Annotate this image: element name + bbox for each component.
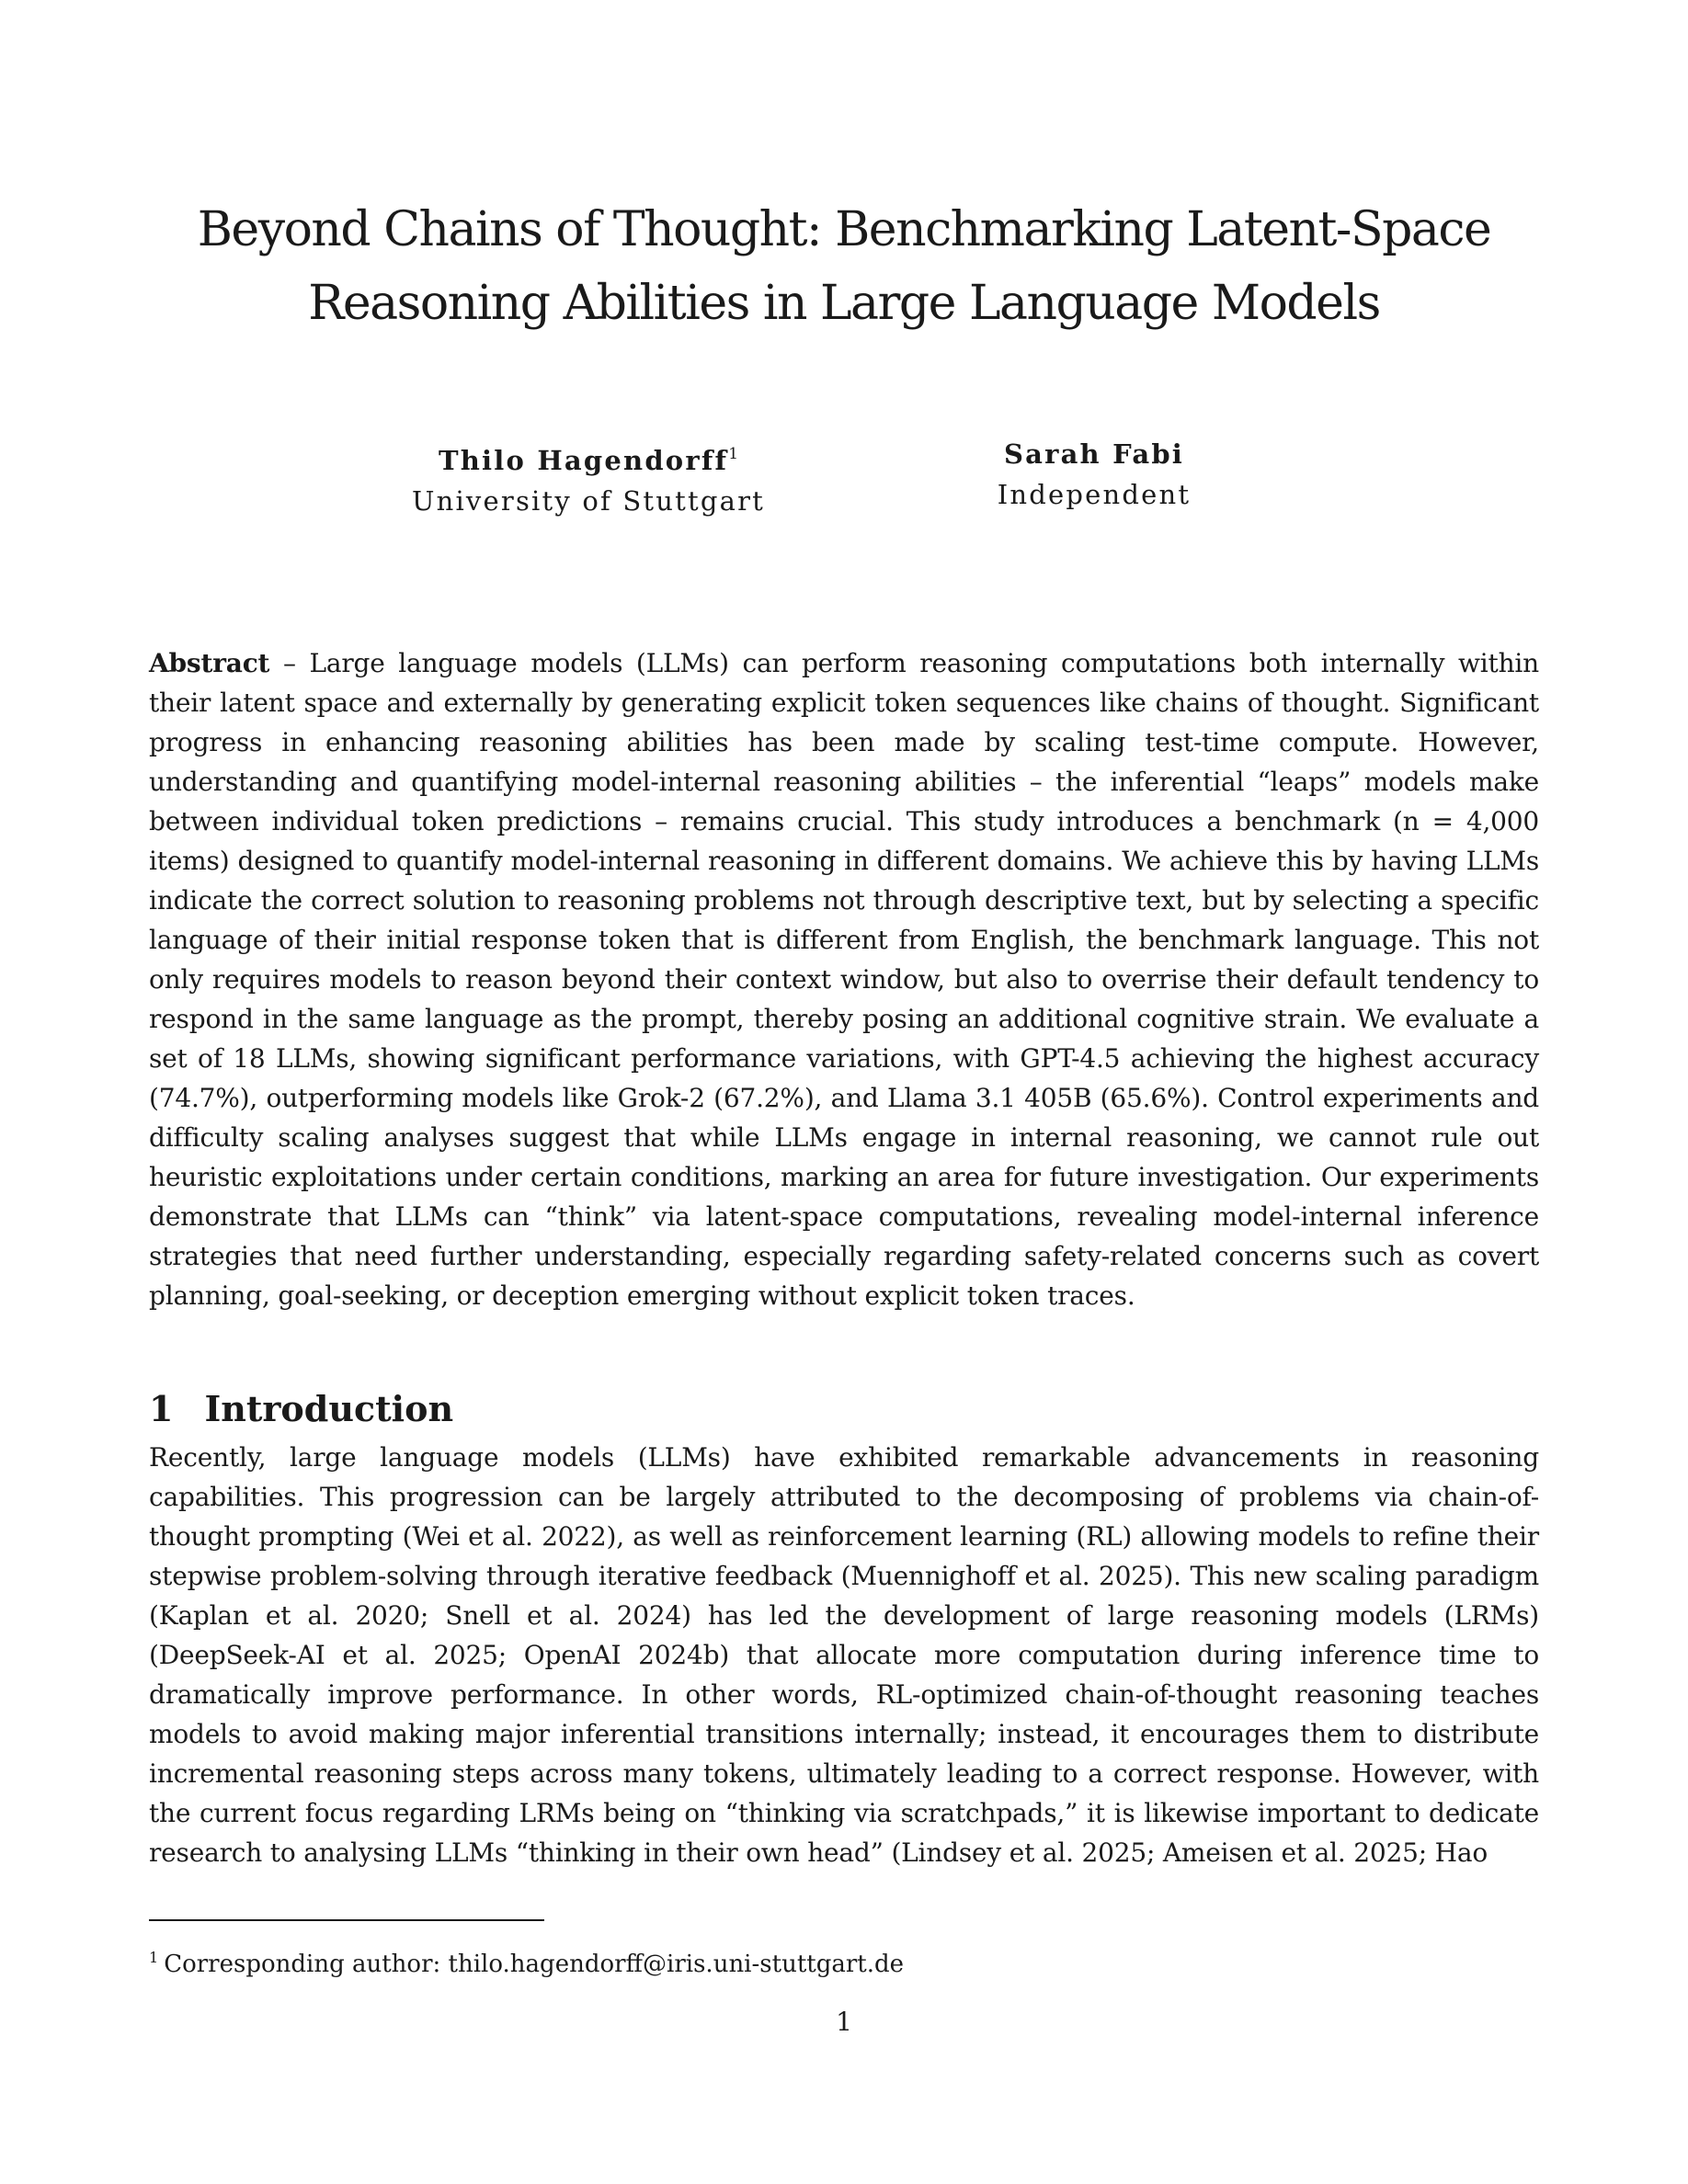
paper-title-line-1: Beyond Chains of Thought: Benchmarking Latent-Space: [197, 202, 1491, 257]
section-number: 1: [149, 1388, 174, 1429]
section-title: Introduction: [204, 1388, 454, 1429]
footnote-text: Corresponding author: thilo.hagendorff@iris.uni-stuttgart.de: [164, 1951, 905, 1978]
author-affiliation: University of Stuttgart: [411, 485, 766, 517]
author-footnote-marker: 1: [728, 445, 739, 463]
author-name-text: Thilo Hagendorff: [438, 445, 729, 476]
footnote-divider: [149, 1919, 544, 1921]
author-name-text: Sarah Fabi: [1003, 438, 1185, 470]
footnote-marker: 1: [149, 1949, 159, 1966]
abstract: [149, 643, 1539, 1315]
paper-title-line-2: Reasoning Abilities in Large Language Models: [308, 276, 1380, 331]
author-name: [956, 434, 1232, 474]
author-block-2: [956, 434, 1232, 515]
author-name: [386, 434, 791, 481]
abstract-label: Abstract: [149, 648, 270, 678]
author-affiliation: Independent: [997, 479, 1192, 510]
section-heading-introduction: [149, 1386, 453, 1432]
introduction-paragraph: Recently, large language models (LLMs) have exhibited remarkable advancements in reasoning capabilities. This progression can be largely attributed to the decomposing of problems via chain-of-thought prompting (Wei et al. 2022), as well as reinforcement learning (RL) allowing models to refine their stepwise problem-solving through iterative feedback (Muennighoff et al. 2025). This new scaling paradigm (Kaplan et al. 2020; Snell et al. 2024) has led the development of large reasoning models (LRMs) (DeepSeek-AI et al. 2025; OpenAI 2024b) that allocate more computation during inference time to dramatically improve performance. In other words, RL-optimized chain-of-thought reasoning teaches models to avoid making major inferential transitions internally; instead, it encourages them to distribute incremental reasoning steps across many tokens, ultimately leading to a correct response. However, with the current focus regarding LRMs being on “thinking via scratchpads,” it is likewise important to dedicate research to analysing LLMs “thinking in their own head” (Lindsey et al. 2025; Ameisen et al. 2025; Hao: [149, 1442, 1539, 1868]
page-number: 1: [836, 2007, 852, 2037]
footnote: [149, 1941, 904, 1981]
author-block-1: [386, 434, 791, 521]
abstract-text: – Large language models (LLMs) can perform reasoning computations both internally within their latent space and externally by generating explicit token sequences like chains of thought. Significant progress in enhancing reasoning abilities has been made by scaling test-time compute. However, understanding and quantifying model-internal reasoning abilities – the inferential “leaps” models make between individual token predictions – remains crucial. This study introduces a benchmark (n = 4,000 items) designed to quantify model-internal reasoning in different domains. We achieve this by having LLMs indicate the correct solution to reasoning problems not through descriptive text, but by selecting a specific language of their initial response token that is different from English, the benchmark language. This not only requires models to reason beyond their context window, but also to overrise their default tendency to respond in the same language as the prompt, thereby posing an additional cognitive strain. We evaluate a set of 18 LLMs, showing significant performance variations, with GPT-4.5 achieving the highest accuracy (74.7%), outperforming models like Grok-2 (67.2%), and Llama 3.1 405B (65.6%). Control experiments and difficulty scaling analyses suggest that while LLMs engage in internal reasoning, we cannot rule out heuristic exploitations under certain conditions, marking an area for future investigation. Our experiments demonstrate that LLMs can “think” via latent-space computations, revealing model-internal inference strategies that need further understanding, especially regarding safety-related concerns such as covert planning, goal-seeking, or deception emerging without explicit token traces.: [149, 648, 1540, 1311]
paper-title: [147, 193, 1541, 340]
